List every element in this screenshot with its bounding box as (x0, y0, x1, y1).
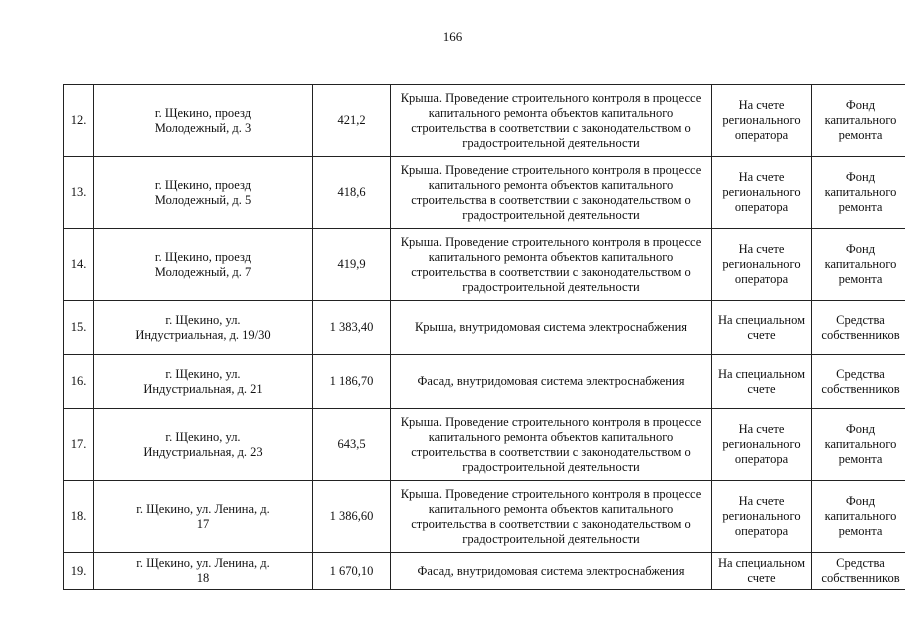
work-type-cell (391, 409, 712, 481)
funding-source-cell-line: капитального (824, 437, 897, 451)
funding-method-cell-line: регионального (722, 185, 801, 199)
address-cell (94, 481, 313, 553)
address-cell-line: Молодежный, д. 5 (154, 192, 252, 207)
funding-method-cell-line: счете (747, 571, 776, 585)
row-number-cell (64, 229, 94, 301)
work-type-cell-line: строительства в соответствии с законодательством о (411, 120, 691, 135)
funding-method-cell-line: На специальном (717, 366, 806, 381)
funding-source-cell-line: ремонта (838, 128, 883, 142)
funding-source-cell-line: капитального (824, 185, 897, 199)
work-type-cell-line: капитального ремонта объектов капитального (428, 429, 674, 444)
funding-method-cell-line: оператора (734, 272, 789, 286)
address-cell (94, 409, 313, 481)
work-type-cell-line: строительства в соответствии с законодательством о (411, 264, 691, 279)
table-row (64, 481, 905, 553)
funding-source-cell (812, 157, 905, 229)
work-type-cell (391, 553, 712, 590)
work-type-cell-line: градостроительной деятельности (462, 207, 640, 222)
funding-method-cell-line: счете (747, 327, 776, 342)
address-cell-line: Молодежный, д. 7 (154, 264, 252, 279)
funding-method-cell-line: На счете (738, 494, 785, 508)
row-number-cell (64, 157, 94, 229)
area-cell-line: 421,2 (337, 113, 366, 127)
work-type-cell-line: капитального ремонта объектов капитального (428, 105, 674, 120)
work-type-cell-line: капитального ремонта объектов капитального (428, 249, 674, 264)
funding-source-cell (812, 85, 905, 157)
address-cell-line: г. Щекино, ул. Ленина, д. (136, 501, 270, 516)
work-type-cell-line: Крыша, внутридомовая система электроснабжения (414, 320, 688, 334)
address-cell-line: 18 (196, 571, 210, 585)
table-row (64, 355, 905, 409)
row-number-cell (64, 409, 94, 481)
funding-method-cell-line: оператора (734, 200, 789, 214)
funding-method-cell (712, 301, 812, 355)
row-number-cell (64, 301, 94, 355)
funding-method-cell-line: На специальном (717, 312, 806, 327)
address-cell-line: г. Щекино, ул. (165, 366, 241, 381)
work-type-cell-line: строительства в соответствии с законодательством о (411, 192, 691, 207)
address-cell (94, 85, 313, 157)
work-type-cell-line: Фасад, внутридомовая система электроснабжения (417, 563, 685, 578)
address-cell (94, 229, 313, 301)
area-cell (313, 409, 391, 481)
funding-source-cell-line: Фонд (845, 422, 876, 436)
funding-method-cell-line: оператора (734, 524, 789, 538)
address-cell (94, 553, 313, 590)
work-type-cell-line: Крыша. Проведение строительного контроля в процессе (400, 234, 702, 249)
area-cell (313, 229, 391, 301)
funding-source-cell-line: ремонта (838, 272, 883, 286)
address-cell-line: Молодежный, д. 3 (154, 120, 252, 135)
funding-method-cell-line: На специальном (717, 556, 806, 570)
funding-source-cell (812, 481, 905, 553)
address-cell-line: Индустриальная, д. 19/30 (135, 327, 271, 342)
funding-method-cell-line: регионального (722, 437, 801, 451)
table-row (64, 85, 905, 157)
funding-source-cell-line: собственников (821, 381, 900, 396)
work-type-cell-line: градостроительной деятельности (462, 531, 640, 546)
work-type-cell-line: строительства в соответствии с законодательством о (411, 444, 691, 459)
row-number-cell-line: 12. (70, 113, 87, 127)
funding-method-cell-line: регионального (722, 509, 801, 523)
area-cell-line: 1 383,40 (329, 320, 374, 334)
work-type-cell-line: капитального ремонта объектов капитального (428, 177, 674, 192)
row-number-cell-line: 13. (70, 185, 87, 199)
work-type-cell-line: Крыша. Проведение строительного контроля в процессе (400, 90, 702, 105)
funding-method-cell-line: На счете (738, 170, 785, 184)
work-type-cell (391, 85, 712, 157)
table-row (64, 229, 905, 301)
table-row (64, 553, 905, 590)
repair-schedule-table (63, 84, 905, 590)
area-cell (313, 157, 391, 229)
address-cell-line: г. Щекино, проезд (154, 105, 252, 120)
address-cell (94, 301, 313, 355)
funding-source-cell-line: собственников (821, 327, 900, 342)
work-type-cell-line: капитального ремонта объектов капитального (428, 501, 674, 516)
area-cell (313, 301, 391, 355)
work-type-cell-line: Фасад, внутридомовая система электроснабжения (417, 374, 685, 388)
funding-source-cell-line: капитального (824, 257, 897, 271)
funding-source-cell-line: собственников (821, 571, 900, 585)
funding-method-cell (712, 409, 812, 481)
work-type-cell (391, 355, 712, 409)
address-cell (94, 355, 313, 409)
work-type-cell-line: градостроительной деятельности (462, 279, 640, 294)
funding-source-cell-line: Фонд (845, 98, 876, 112)
funding-method-cell (712, 85, 812, 157)
funding-method-cell-line: регионального (722, 257, 801, 271)
area-cell (313, 85, 391, 157)
work-type-cell (391, 481, 712, 553)
work-type-cell-line: Крыша. Проведение строительного контроля в процессе (400, 162, 702, 177)
row-number-cell-line: 14. (70, 257, 87, 271)
funding-source-cell-line: Фонд (845, 494, 876, 508)
address-cell-line: г. Щекино, ул. (165, 312, 241, 327)
funding-method-cell-line: На счете (738, 242, 785, 256)
area-cell (313, 553, 391, 590)
work-type-cell-line: Крыша. Проведение строительного контроля в процессе (400, 486, 702, 501)
funding-source-cell-line: Фонд (845, 170, 876, 184)
funding-method-cell-line: счете (747, 381, 776, 396)
address-cell (94, 157, 313, 229)
work-type-cell (391, 301, 712, 355)
funding-source-cell-line: Средства (836, 366, 885, 381)
work-type-cell-line: Крыша. Проведение строительного контроля в процессе (400, 414, 702, 429)
funding-source-cell-line: Средства (836, 312, 885, 327)
work-type-cell-line: градостроительной деятельности (462, 135, 640, 150)
funding-source-cell-line: Фонд (845, 242, 876, 256)
work-type-cell-line: строительства в соответствии с законодательством о (411, 516, 691, 531)
row-number-cell-line: 16. (70, 374, 87, 388)
area-cell-line: 1 386,60 (329, 509, 374, 523)
table-row (64, 157, 905, 229)
address-cell-line: Индустриальная, д. 23 (143, 444, 263, 459)
funding-source-cell (812, 229, 905, 301)
funding-source-cell (812, 301, 905, 355)
address-cell-line: г. Щекино, проезд (154, 249, 252, 264)
table-row (64, 301, 905, 355)
area-cell-line: 419,9 (337, 257, 366, 271)
area-cell-line: 643,5 (337, 437, 366, 451)
funding-method-cell-line: оператора (734, 452, 789, 466)
funding-method-cell (712, 553, 812, 590)
funding-method-cell-line: оператора (734, 128, 789, 142)
row-number-cell-line: 15. (70, 320, 87, 334)
address-cell-line: г. Щекино, проезд (154, 177, 252, 192)
row-number-cell (64, 85, 94, 157)
funding-method-cell-line: На счете (738, 98, 785, 112)
funding-source-cell-line: Средства (836, 556, 885, 570)
row-number-cell (64, 553, 94, 590)
funding-source-cell-line: капитального (824, 113, 897, 127)
table-body (64, 85, 905, 590)
row-number-cell (64, 481, 94, 553)
funding-source-cell (812, 355, 905, 409)
funding-method-cell (712, 481, 812, 553)
funding-method-cell (712, 355, 812, 409)
area-cell-line: 1 186,70 (329, 374, 374, 388)
row-number-cell (64, 355, 94, 409)
funding-source-cell-line: капитального (824, 509, 897, 523)
funding-method-cell-line: На счете (738, 422, 785, 436)
work-type-cell (391, 229, 712, 301)
table-row (64, 409, 905, 481)
work-type-cell-line: градостроительной деятельности (462, 459, 640, 474)
work-type-cell (391, 157, 712, 229)
area-cell-line: 418,6 (337, 185, 366, 199)
row-number-cell-line: 19. (70, 563, 87, 578)
area-cell (313, 355, 391, 409)
address-cell-line: г. Щекино, ул. (165, 429, 241, 444)
row-number-cell-line: 17. (70, 437, 87, 451)
row-number-cell-line: 18. (70, 509, 87, 523)
funding-source-cell (812, 409, 905, 481)
address-cell-line: 17 (196, 516, 210, 531)
funding-method-cell (712, 157, 812, 229)
funding-source-cell-line: ремонта (838, 452, 883, 466)
area-cell (313, 481, 391, 553)
funding-source-cell (812, 553, 905, 590)
address-cell-line: Индустриальная, д. 21 (143, 381, 263, 396)
funding-source-cell-line: ремонта (838, 524, 883, 538)
page-number: 166 (442, 29, 463, 44)
address-cell-line: г. Щекино, ул. Ленина, д. (136, 556, 270, 570)
funding-source-cell-line: ремонта (838, 200, 883, 214)
funding-method-cell (712, 229, 812, 301)
funding-method-cell-line: регионального (722, 113, 801, 127)
area-cell-line: 1 670,10 (329, 563, 374, 578)
